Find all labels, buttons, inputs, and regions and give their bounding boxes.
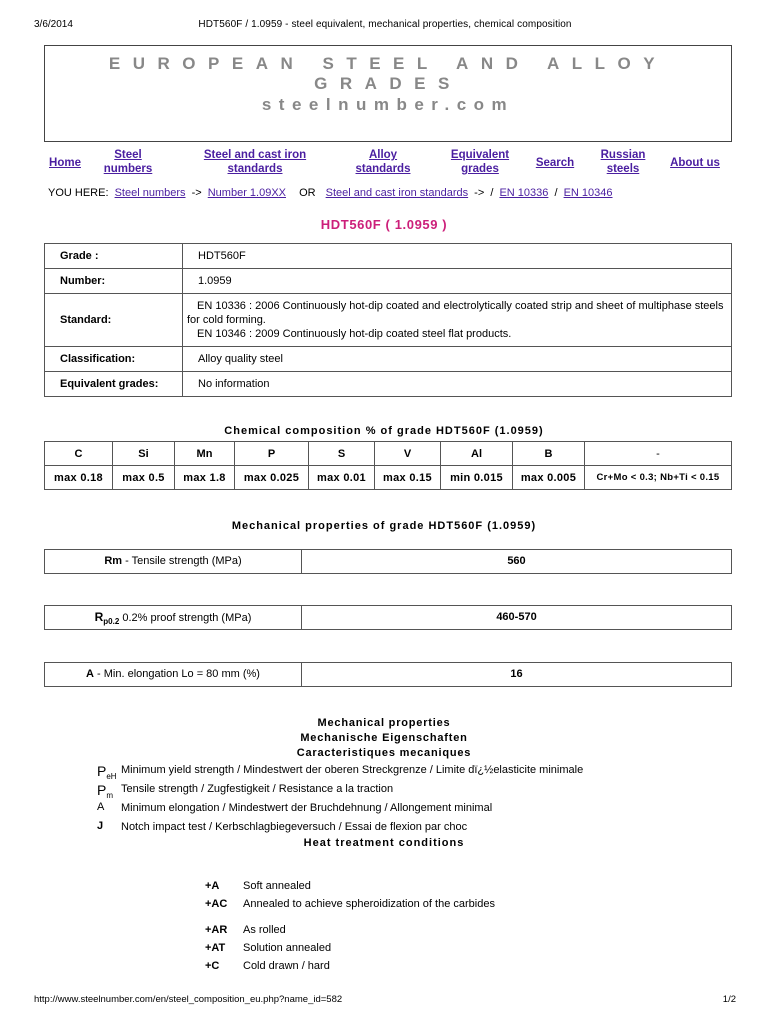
nav-search[interactable]: Search <box>535 157 575 169</box>
proof-label <box>45 606 302 629</box>
chem-values-row <box>45 466 732 490</box>
breadcrumb-slash: / <box>490 187 494 199</box>
legend-symbol: A <box>97 801 105 813</box>
proof-value: 460-570 <box>496 611 537 623</box>
chem-header-b: B <box>513 442 585 466</box>
breadcrumb-prefix: YOU HERE: <box>48 187 109 199</box>
legend-symbol: $P_{eH}$ <box>97 763 117 782</box>
print-page-number: 1/2 <box>722 994 736 1005</box>
standard-en-10336: EN 10336 : 2006 Continuously hot-dip coated and electrolytically coated strip and sheet of multiphase steels for cold forming. <box>187 300 724 326</box>
grade-value: HDT560F <box>183 244 732 269</box>
print-title: HDT560F / 1.0959 - steel equivalent, mechanical properties, chemical composition <box>198 19 572 30</box>
mech-row-proof <box>44 605 732 630</box>
chem-header-p: P <box>235 442 309 466</box>
chem-value-s: max 0.01 <box>309 466 375 490</box>
standard-label: Standard: <box>45 294 183 347</box>
mech-row-tensile <box>44 549 732 574</box>
legend-text: Minimum elongation / Mindestwert der Bruchdehnung / Allongement minimal <box>121 802 493 814</box>
proof-text: 0.2% proof strength (MPa) <box>122 612 252 624</box>
info-row-standard <box>45 294 732 347</box>
heat-desc: Annealed to achieve spheroidization of the carbides <box>243 898 495 910</box>
legend-text: Minimum yield strength / Mindestwert der oberen Streckgrenze / Limite dï¿½elasticite minimale <box>121 764 584 776</box>
chem-header-c: C <box>45 442 113 466</box>
proof-symbol: R <box>94 610 104 624</box>
legend-text: Tensile strength / Zugfestigkeit / Resistance a la traction <box>121 783 394 795</box>
site-banner <box>44 45 732 142</box>
legend-text: Notch impact test / Kerbschlagbiegeversuch / Essai de flexion par choc <box>121 821 468 833</box>
chemical-composition-table <box>44 441 732 490</box>
chem-header-other: - <box>585 442 732 466</box>
grade-info-table <box>44 243 732 397</box>
nav-alloy-standards[interactable]: Alloy standards <box>355 149 411 175</box>
breadcrumb-en-10346[interactable]: EN 10346 <box>563 187 613 199</box>
grade-label: Grade : <box>45 244 183 269</box>
heat-desc: Soft annealed <box>243 880 311 892</box>
standard-en-10346: EN 10346 : 2009 Continuously hot-dip coated steel flat products. <box>197 328 512 340</box>
nav-steel-numbers[interactable]: Steel numbers <box>103 149 153 175</box>
heat-code: +AR <box>205 924 228 936</box>
heat-desc: Solution annealed <box>243 942 332 954</box>
info-row-number <box>45 269 732 294</box>
tensile-label <box>45 550 302 573</box>
chem-value-al: min 0.015 <box>441 466 513 490</box>
breadcrumb-arrow: -> <box>191 187 202 199</box>
nav-equivalent-grades[interactable]: Equivalent grades <box>450 149 510 175</box>
proof-subscript: p0.2 <box>103 617 120 627</box>
breadcrumb-arrow: -> <box>474 187 485 199</box>
breadcrumb-standards[interactable]: Steel and cast iron standards <box>325 187 469 199</box>
elongation-symbol: A <box>86 668 94 680</box>
chem-value-b: max 0.005 <box>513 466 585 490</box>
standard-value <box>183 294 732 347</box>
info-row-grade <box>45 244 732 269</box>
breadcrumb-slash: / <box>554 187 558 199</box>
classification-label: Classification: <box>45 347 183 372</box>
heat-desc: Cold drawn / hard <box>243 960 330 972</box>
elongation-text: - Min. elongation Lo = 80 mm (%) <box>97 668 260 680</box>
breadcrumb-number-109xx[interactable]: Number 1.09XX <box>207 187 286 199</box>
heat-code: +C <box>205 960 220 972</box>
chem-value-c: max 0.18 <box>45 466 113 490</box>
chem-value-mn: max 1.8 <box>175 466 235 490</box>
chem-header-v: V <box>375 442 441 466</box>
print-url: http://www.steelnumber.com/en/steel_composition_eu.php?name_id=582 <box>34 994 343 1005</box>
tensile-value: 560 <box>507 555 526 567</box>
mech-row-elongation <box>44 662 732 687</box>
banner-line-3: steelnumber.com <box>261 95 515 114</box>
chem-value-other: Cr+Mo < 0.3; Nb+Ti < 0.15 <box>585 466 732 490</box>
mech-legend-heading-fr: Caracteristiques mecaniques <box>296 747 472 759</box>
chem-header-row <box>45 442 732 466</box>
nav-steel-cast-iron-standards[interactable]: Steel and cast iron standards <box>203 149 307 175</box>
banner-line-2: GRADES <box>314 74 462 93</box>
mech-section-title: Mechanical properties of grade HDT560F (1.0959) <box>231 520 537 532</box>
elongation-label <box>45 663 302 686</box>
mech-legend-heading-de: Mechanische Eigenschaften <box>300 732 468 744</box>
grade-title: HDT560F ( 1.0959 ) <box>320 217 448 232</box>
chem-header-al: Al <box>441 442 513 466</box>
number-value: 1.0959 <box>183 269 732 294</box>
heat-code: +A <box>205 880 220 892</box>
chem-value-si: max 0.5 <box>113 466 175 490</box>
breadcrumb-or: OR <box>299 187 316 199</box>
mech-legend-heading-en: Mechanical properties <box>317 717 451 729</box>
breadcrumb-steel-numbers[interactable]: Steel numbers <box>114 187 186 199</box>
main-nav <box>44 147 732 179</box>
legend-symbol: $P_m$ <box>97 782 114 801</box>
banner-line-1: EUROPEAN STEEL AND ALLOY <box>108 54 668 73</box>
print-date: 3/6/2014 <box>34 19 73 30</box>
chem-header-si: Si <box>113 442 175 466</box>
breadcrumb-en-10336[interactable]: EN 10336 <box>499 187 549 199</box>
heat-code: +AT <box>205 942 226 954</box>
tensile-symbol: Rm <box>104 555 123 567</box>
chem-header-s: S <box>309 442 375 466</box>
print-header <box>34 19 736 33</box>
tensile-text: - Tensile strength (MPa) <box>125 555 242 567</box>
heat-section-title: Heat treatment conditions <box>303 837 465 849</box>
chem-value-p: max 0.025 <box>235 466 309 490</box>
chem-section-title: Chemical composition % of grade HDT560F (1.0959) <box>224 425 544 437</box>
info-row-equivalents <box>45 372 732 397</box>
equivalent-grades-value: No information <box>183 372 732 397</box>
chem-value-v: max 0.15 <box>375 466 441 490</box>
number-label: Number: <box>45 269 183 294</box>
mech-legend-headings <box>0 716 768 761</box>
nav-home[interactable]: Home <box>49 157 81 169</box>
legend-symbol: J <box>97 820 104 832</box>
heat-desc: As rolled <box>243 924 286 936</box>
chem-header-mn: Mn <box>175 442 235 466</box>
info-row-classification <box>45 347 732 372</box>
elongation-value: 16 <box>510 668 523 680</box>
equivalent-grades-label: Equivalent grades: <box>45 372 183 397</box>
breadcrumb <box>48 187 616 199</box>
classification-value: Alloy quality steel <box>183 347 732 372</box>
nav-russian-steels[interactable]: Russian steels <box>600 149 646 175</box>
print-footer <box>34 994 736 1005</box>
heat-code: +AC <box>205 898 228 910</box>
nav-about-us[interactable]: About us <box>670 157 720 169</box>
